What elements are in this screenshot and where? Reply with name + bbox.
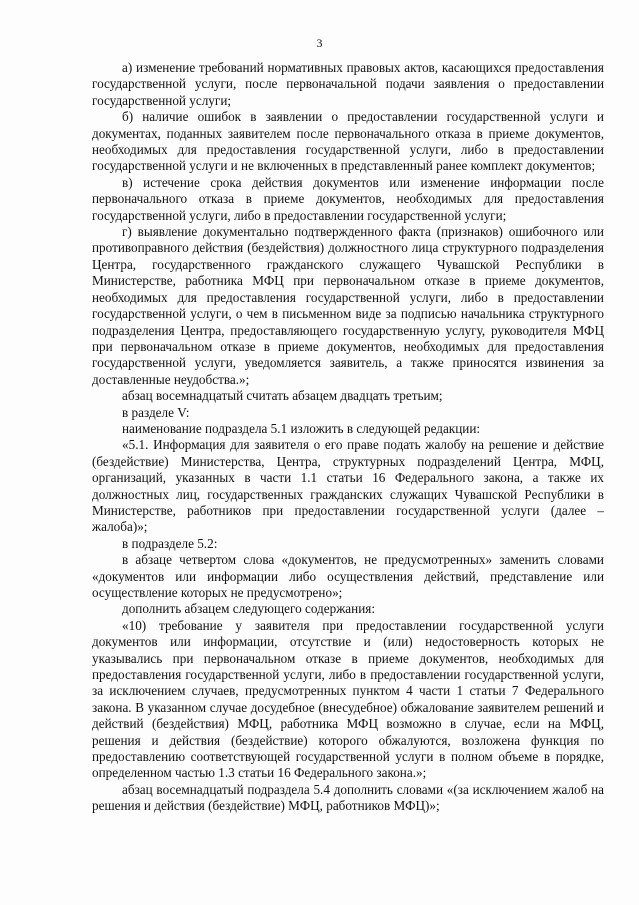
paragraph-g: г) выявление документально подтвержденного факта (признаков) ошибочного или противоправного действия (бездействия) должностного лица структурного подразделения Центра, государственного гражданского служащего Чувашской Республики в Министерстве, работника МФЦ при первоначальном отказе в приеме документов, необходимых для предоставления государственной услуги, либо в предоставлении государственной услуги, о чем в письменном виде за подписью начальника структурного подразделения Центра, предоставляющего государственную услугу, руководителя МФЦ при первоначальном отказе в приеме документов, необходимых для предоставления государственной услуги, уведомляется заявитель, а также приносятся извинения за доставленные неудобства.»;	[92, 224, 604, 387]
paragraph-subsection-5-1-title: наименование подраздела 5.1 изложить в следующей редакции:	[122, 420, 481, 436]
paragraph-abzac-4: в абзаце четвертом слова «документов, не предусмотренных» заменить словами «документов или информации либо осуществления действий, представление или осуществление которых не предусмотрено»;	[92, 552, 604, 600]
document-body	[92, 60, 604, 815]
paragraph-v: в) истечение срока действия документов или изменение информации после первоначального отказа в приеме документов, необходимых для предоставления государственной услуги, либо в предоставлении государственной услуги;	[92, 174, 604, 223]
paragraph-5-1-text: «5.1. Информация для заявителя о его праве подать жалобу на решение и действие (бездействие) Министерства, Центра, структурных подразделений Центра, МФЦ, организаций, указанных в части 1.1 статьи 16 Федерального закона, а также их должностных лиц, государственных гражданских служащих Чувашской Республики в Министерстве, работников при предоставлении государственной услуги (далее – жалоба)»;	[92, 437, 604, 535]
paragraph-item-10: «10) требование у заявителя при предоставлении государственной услуги документов или информации, отсутствие и (или) недостоверность которых не указывались при первоначальном отказе в приеме документов, необходимых для предоставления государственной услуги, либо в предоставлении государственной услуги, за исключением случаев, предусмотренных пунктом 4 части 1 статьи 7 Федерального закона. В указанном случае досудебное (внесудебное) обжалование заявителем решений и действий (бездействия) МФЦ, работника МФЦ возможно в случае, если на МФЦ, решения и действия (бездействие) которого обжалуются, возложена функция по предоставлению соответствующей государственной услуги в полном объеме в порядке, определенном частью 1.3 статьи 16 Федерального закона.»;	[92, 617, 604, 781]
paragraph-b: б) наличие ошибок в заявлении о предоставлении государственной услуги и документах, поданных заявителем после первоначального отказа в приеме документов, необходимых для предоставления государственной услуги, либо в предоставлении государственной услуги и не включенных в представленный ранее комплект документов;	[92, 109, 604, 174]
paragraph-renumber: абзац восемнадцатый считать абзацем двадцать третьим;	[122, 388, 443, 404]
paragraph-add-abzac: дополнить абзацем следующего содержания:	[122, 601, 376, 617]
page-number: 3	[316, 36, 323, 50]
paragraph-5-4: абзац восемнадцатый подраздела 5.4 дополнить словами «(за исключением жалоб на решения и действия (бездействие) МФЦ, работников МФЦ)»;	[92, 781, 604, 814]
paragraph-section-v: в разделе V:	[122, 404, 190, 420]
paragraph-a: а) изменение требований нормативных правовых актов, касающихся предоставления государственной услуги, после первоначальной подачи заявления о предоставлении государственной услуги;	[92, 60, 604, 108]
paragraph-subsection-5-2: в подразделе 5.2:	[122, 535, 218, 551]
